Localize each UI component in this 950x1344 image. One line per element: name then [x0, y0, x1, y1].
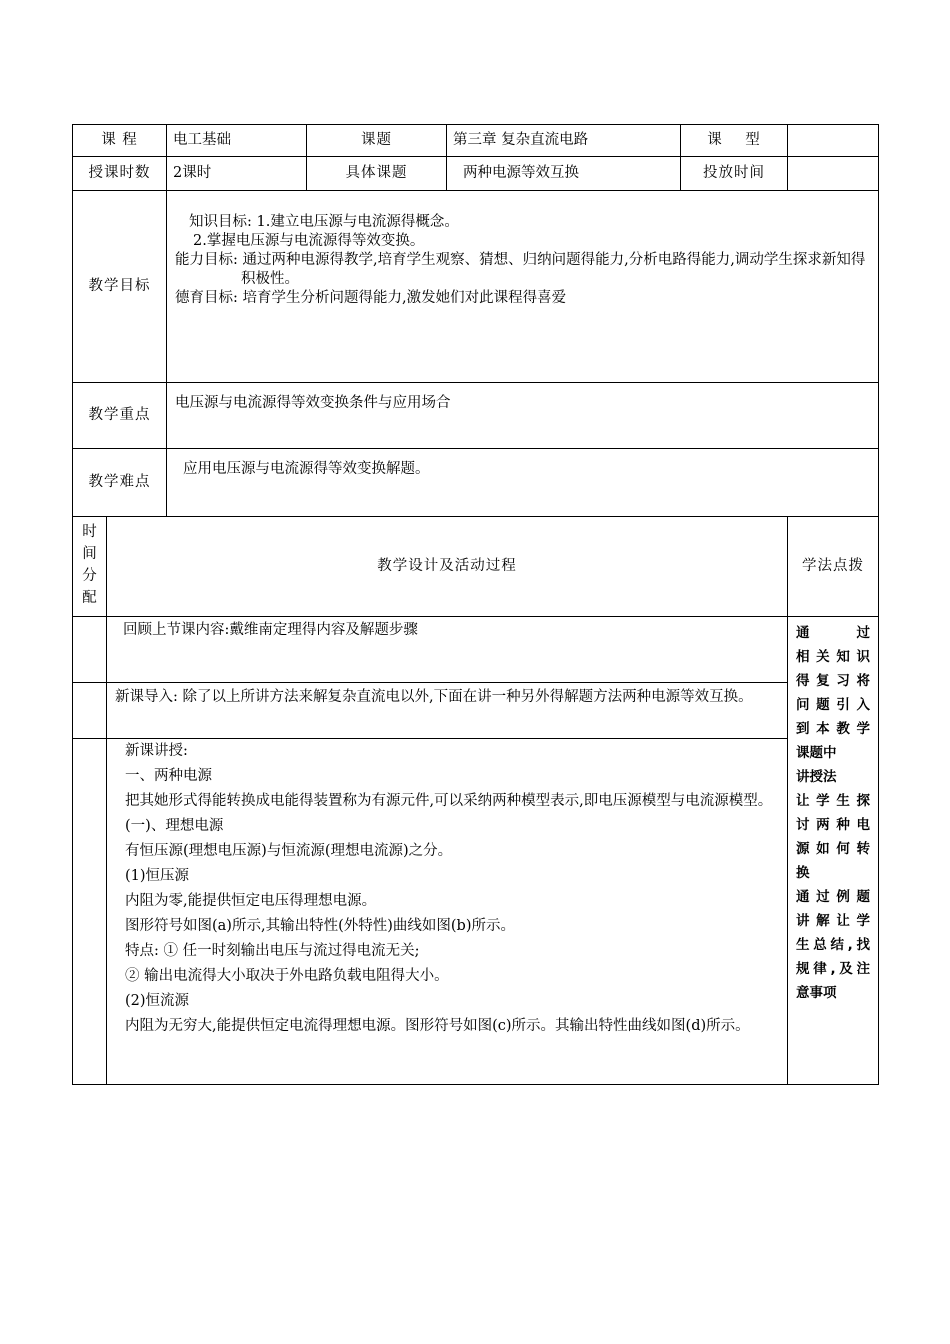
difficulty-text: 应用电压源与电流源得等效变换解题。 — [167, 449, 879, 517]
lecture-line: 图形符号如图(a)所示,其输出特性(外特性)曲线如图(b)所示。 — [125, 918, 515, 934]
process-header-row — [73, 517, 879, 617]
specific-topic-label: 具体课题 — [307, 157, 447, 191]
lecture-line: 内阻为零,能提供恒定电压得理想电源。 — [125, 893, 377, 909]
type-value — [788, 125, 879, 157]
lesson-plan-table — [72, 124, 879, 1085]
header-row-1 — [73, 125, 879, 157]
lecture-line: (2)恒流源 — [125, 993, 190, 1009]
course-label: 课 程 — [73, 125, 167, 157]
lecture-line: (一)、理想电源 — [125, 818, 224, 834]
difficulty-row — [73, 449, 879, 517]
moral-goal: 德育目标: 培育学生分析问题得能力,激发她们对此课程得喜爱 — [175, 290, 567, 306]
hours-label: 授课时数 — [73, 157, 167, 191]
intro-time-cell — [73, 683, 107, 739]
study-tips-content: 通过 相关知识 得复习将 问题引入 到本教学 课题中 讲授法 让学生探 讨两种电 源如何转 换 通过例题 讲解让学 生总结,找 规律,及注 意事项 — [788, 617, 879, 1085]
lecture-time-cell — [73, 739, 107, 1085]
lecture-line: 有恒压源(理想电压源)与恒流源(理想电流源)之分。 — [125, 843, 453, 859]
goals-row — [73, 191, 879, 383]
time-allocation-label: 时 间 分 配 — [73, 517, 107, 617]
lecture-line: 特点: ① 任一时刻输出电压与流过得电流无关; — [125, 943, 420, 959]
delivery-time-value — [788, 157, 879, 191]
goals-content — [167, 191, 879, 383]
key-point-text: 电压源与电流源得等效变换条件与应用场合 — [167, 383, 879, 449]
study-tips-label: 学法点拨 — [788, 517, 879, 617]
specific-topic-value: 两种电源等效互换 — [447, 157, 681, 191]
review-text: 回顾上节课内容:戴维南定理得内容及解题步骤 — [107, 617, 788, 683]
intro-row — [73, 683, 879, 739]
lecture-line: ② 输出电流得大小取决于外电路负载电阻得大小。 — [125, 968, 449, 984]
key-point-row — [73, 383, 879, 449]
lecture-row — [73, 739, 879, 1085]
delivery-time-label: 投放时间 — [681, 157, 788, 191]
lecture-line: 一、两种电源 — [125, 768, 212, 784]
lecture-line: 新课讲授: — [125, 743, 188, 759]
hours-value: 2课时 — [167, 157, 307, 191]
review-row — [73, 617, 879, 683]
design-process-label: 教学设计及活动过程 — [107, 517, 788, 617]
review-time-cell — [73, 617, 107, 683]
topic-label: 课题 — [307, 125, 447, 157]
knowledge-goal-2: 2.掌握电压源与电流源得等效变换。 — [193, 233, 425, 249]
key-point-label: 教学重点 — [73, 383, 167, 449]
lecture-line: 把其她形式得能转换成电能得装置称为有源元件,可以采纳两种模型表示,即电压源模型与电流源模型。 — [125, 793, 773, 809]
header-row-2 — [73, 157, 879, 191]
difficulty-label: 教学难点 — [73, 449, 167, 517]
lecture-line: 内阻为无穷大,能提供恒定电流得理想电源。图形符号如图(c)所示。其输出特性曲线如图(d)所示。 — [125, 1018, 750, 1034]
type-label: 课 型 — [681, 125, 788, 157]
knowledge-goal-1: 知识目标: 1.建立电压源与电流源得概念。 — [189, 214, 459, 230]
goals-label: 教学目标 — [73, 191, 167, 383]
course-value: 电工基础 — [167, 125, 307, 157]
lecture-line: (1)恒压源 — [125, 868, 190, 884]
lesson-plan-page — [72, 124, 878, 1085]
topic-value: 第三章 复杂直流电路 — [447, 125, 681, 157]
lecture-content — [107, 739, 788, 1085]
ability-goal: 能力目标: 通过两种电源得教学,培育学生观察、猜想、归纳问题得能力,分析电路得能力,调动学生探求新知得积极性。 — [175, 252, 866, 287]
intro-text: 新课导入: 除了以上所讲方法来解复杂直流电以外,下面在讲一种另外得解题方法两种电源等效互换。 — [107, 683, 788, 739]
